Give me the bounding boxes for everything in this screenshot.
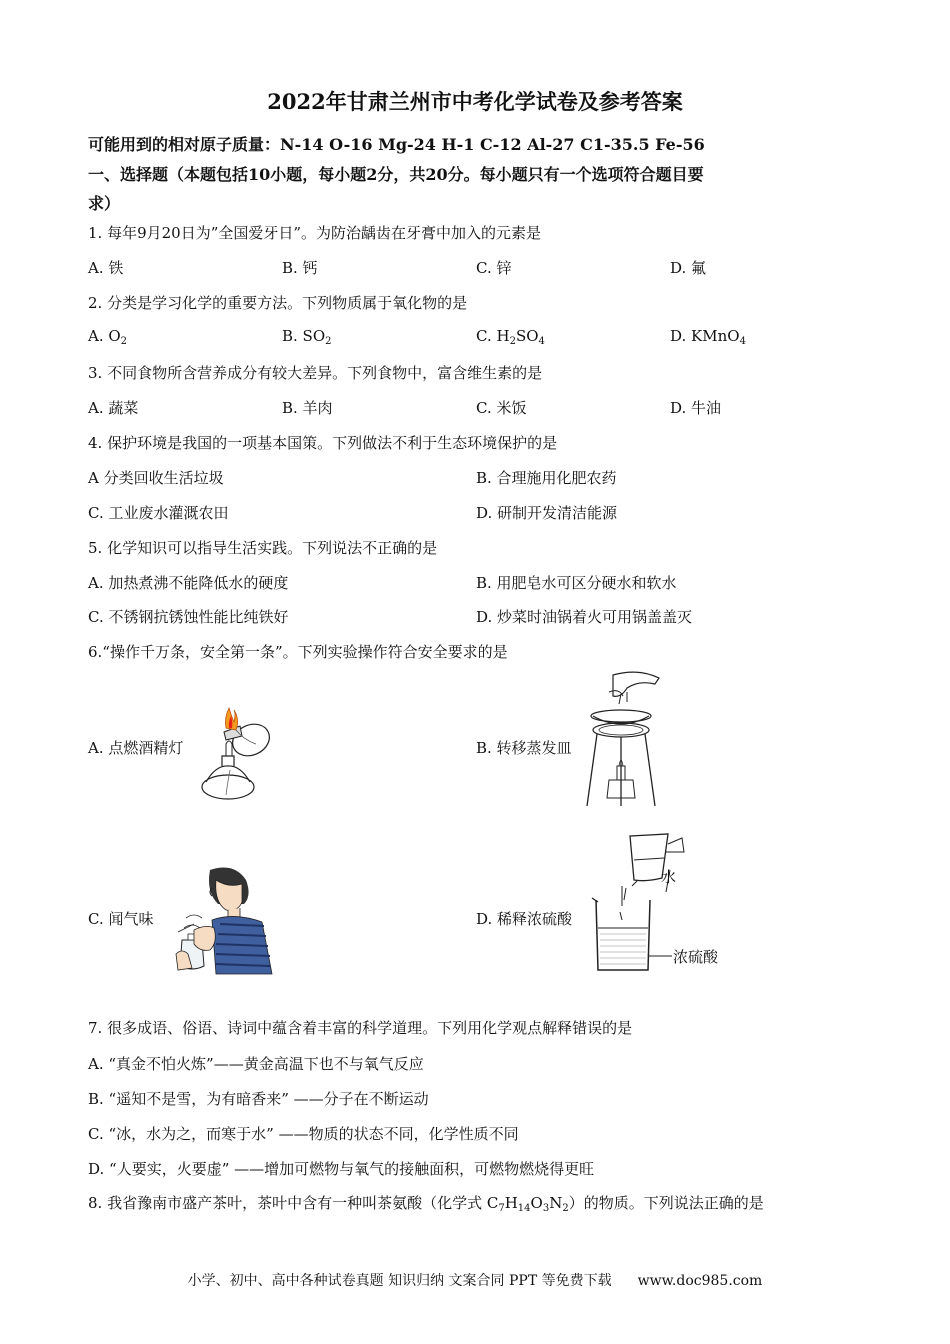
q4-option-d: D. 研制开发清洁能源	[476, 504, 618, 522]
page-footer	[0, 1270, 950, 1290]
q6-option-a: A. 点燃酒精灯	[88, 739, 184, 757]
question-3-stem: 3. 不同食物所含营养成分有较大差异。下列食物中，富含维生素的是	[88, 364, 543, 382]
q6-option-c: C. 闻气味	[88, 910, 154, 928]
q3-option-d: D. 牛油	[670, 399, 722, 417]
q5-option-c: C. 不锈钢抗锈蚀性能比纯铁好	[88, 608, 289, 626]
q6-option-b: B. 转移蒸发皿	[476, 739, 572, 757]
q6-option-d: D. 稀释浓硫酸	[476, 910, 573, 928]
smelling-gas-illustration	[172, 862, 282, 977]
label-concentrated-acid: 浓硫酸	[673, 948, 719, 966]
q7-option-c: C. “冰，水为之，而寒于水” ——物质的状态不同，化学性质不同	[88, 1125, 519, 1143]
q3-option-a: A. 蔬菜	[88, 399, 139, 417]
q3-option-c: C. 米饭	[476, 399, 527, 417]
q7-option-a: A. “真金不怕火炼”——黄金高温下也不与氧气反应	[88, 1055, 424, 1073]
q4-option-c: C. 工业废水灌溉农田	[88, 504, 229, 522]
question-7-stem: 7. 很多成语、俗语、诗词中蕴含着丰富的科学道理。下列用化学观点解释错误的是	[88, 1019, 633, 1037]
q1-option-c: C. 锌	[476, 259, 512, 277]
label-water: 水	[661, 868, 677, 886]
q1-option-a: A. 铁	[88, 259, 124, 277]
atomic-masses: 可能用到的相对原子质量：N-14 O-16 Mg-24 H-1 C-12 Al-27 C1-35.5 Fe-56	[88, 135, 705, 154]
section-heading: 一、选择题（本题包括10小题，每小题2分，共20分。每小题只有一个选项符合题目要	[88, 165, 704, 184]
question-2-stem: 2. 分类是学习化学的重要方法。下列物质属于氧化物的是	[88, 294, 468, 312]
q4-option-b: B. 合理施用化肥农药	[476, 469, 617, 487]
question-4-stem: 4. 保护环境是我国的一项基本国策。下列做法不利于生态环境保护的是	[88, 434, 558, 452]
footer-link[interactable]: www.doc985.com	[637, 1273, 763, 1289]
alcohol-lamp-illustration	[196, 700, 276, 805]
q2-option-a: A. $O_2$	[88, 327, 128, 347]
question-1-stem: 1. 每年9月20日为”全国爱牙日”。为防治龋齿在牙膏中加入的元素是	[88, 224, 542, 242]
q5-option-b: B. 用肥皂水可区分硬水和软水	[476, 574, 677, 592]
q2-option-d: D. KMnO$_4$	[670, 327, 746, 347]
q1-option-b: B. 钙	[282, 259, 318, 277]
q7-option-d: D. “人要实，火要虚” ——增加可燃物与氧气的接触面积，可燃物燃烧得更旺	[88, 1160, 595, 1178]
q3-option-b: B. 羊肉	[282, 399, 333, 417]
question-8-stem: 8. 我省豫南市盛产茶叶，茶叶中含有一种叫茶氨酸（化学式 $C_7H_{14}O_3N_2$）的物质。下列说法正确的是	[88, 1194, 764, 1214]
q2-option-c: C. $H_2SO_4$	[476, 327, 545, 347]
q4-option-a: A 分类回收生活垃圾	[88, 469, 224, 487]
evaporating-dish-illustration	[583, 670, 668, 810]
question-5-stem: 5. 化学知识可以指导生活实践。下列说法不正确的是	[88, 539, 438, 557]
q5-option-a: A. 加热煮沸不能降低水的硬度	[88, 574, 289, 592]
footer-text: 小学、初中、高中各种试卷真题 知识归纳 文案合同 PPT 等免费下载	[187, 1273, 612, 1289]
q1-option-d: D. 氟	[670, 259, 707, 277]
q2-option-b: B. $SO_2$	[282, 327, 332, 347]
section-heading-cont: 求）	[88, 194, 121, 213]
page-title: 2022年甘肃兰州市中考化学试卷及参考答案	[267, 89, 683, 114]
q5-option-d: D. 炒菜时油锅着火可用锅盖盖灭	[476, 608, 693, 626]
q7-option-b: B. “遥知不是雪，为有暗香来” ——分子在不断运动	[88, 1090, 429, 1108]
question-6-stem: 6.“操作千万条，安全第一条”。下列实验操作符合安全要求的是	[88, 643, 508, 661]
